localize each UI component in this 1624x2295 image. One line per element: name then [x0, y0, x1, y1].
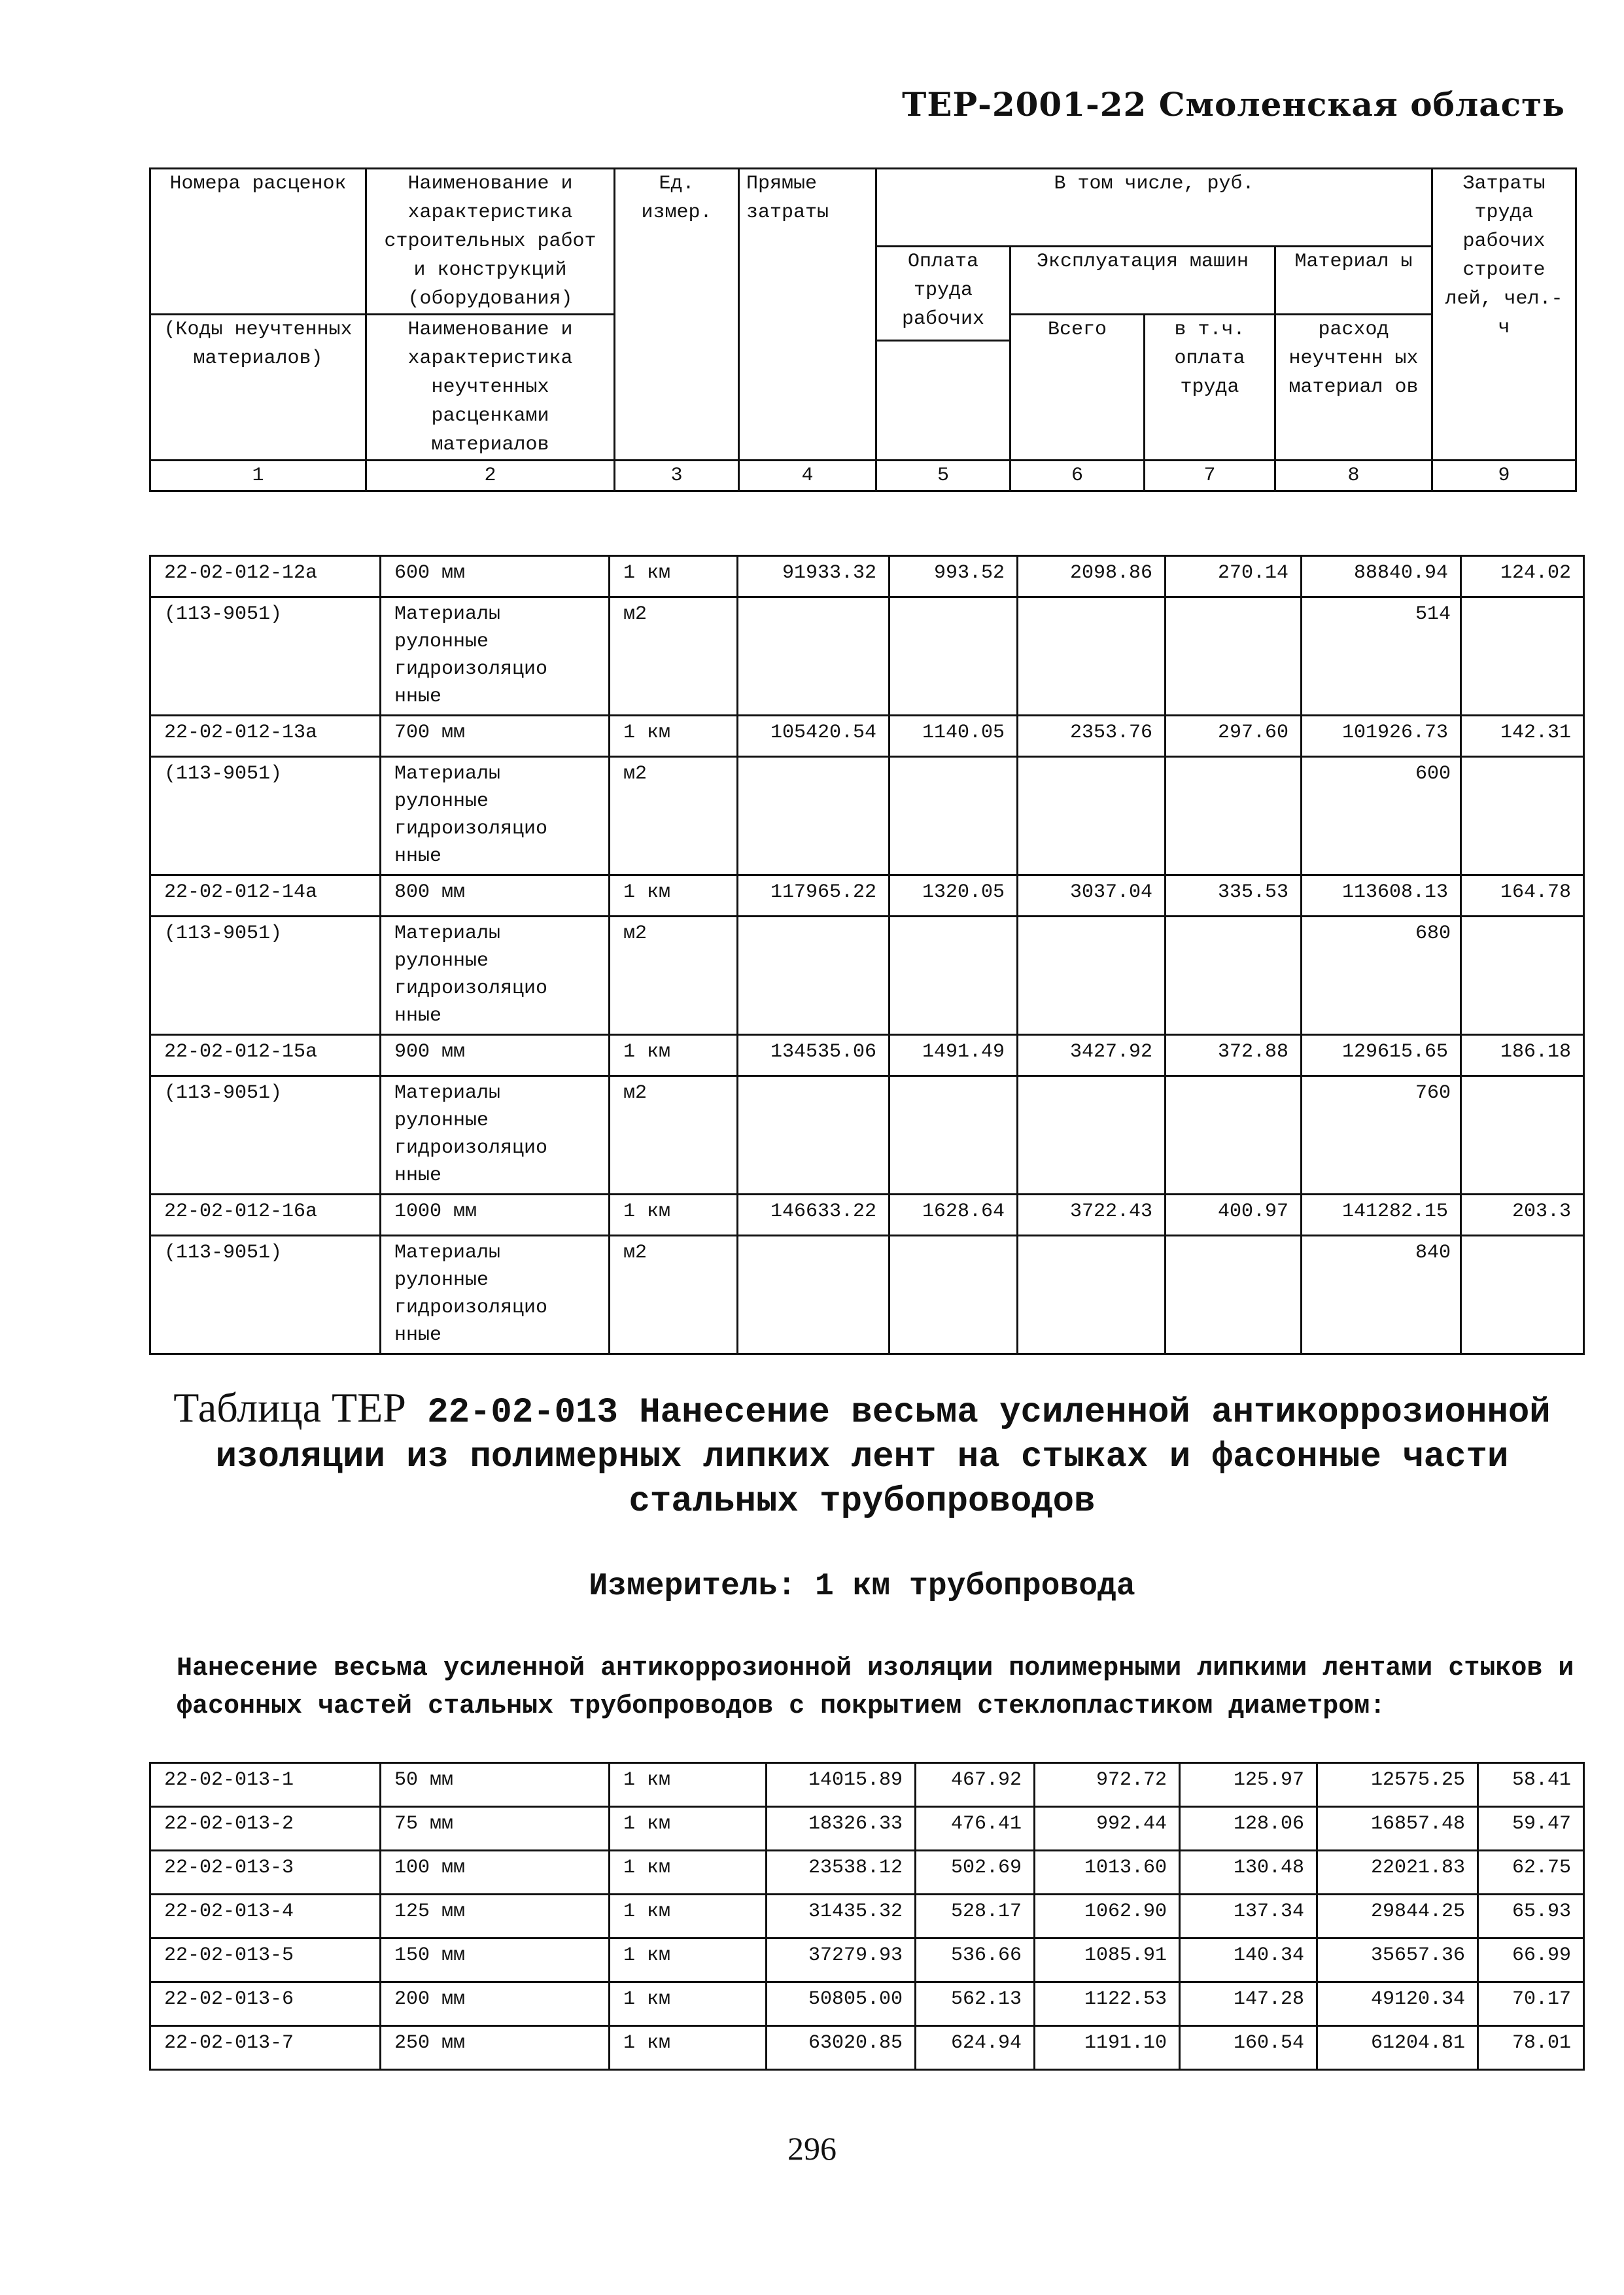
- labor-cost: 624.94: [916, 2026, 1035, 2070]
- empty-cell: [738, 1236, 890, 1354]
- empty-cell: [1166, 597, 1302, 716]
- rate-name: 900 мм: [381, 1035, 610, 1076]
- table-row: [150, 1982, 1584, 2026]
- empty-cell: [1461, 1236, 1584, 1354]
- empty-cell: [890, 1236, 1018, 1354]
- materials-cost: 29844.25: [1317, 1895, 1478, 1938]
- material-quantity: 514: [1302, 597, 1461, 716]
- material-row: [150, 757, 1584, 875]
- empty-cell: [1018, 757, 1166, 875]
- rate-unit: 1 км: [610, 1895, 767, 1938]
- column-header-table: [149, 167, 1577, 492]
- empty-cell: [1018, 1076, 1166, 1195]
- column-number: 4: [739, 461, 876, 491]
- materials-cost: 101926.73: [1302, 716, 1461, 757]
- machines-total: 3427.92: [1018, 1035, 1166, 1076]
- direct-costs: 91933.32: [738, 556, 890, 597]
- direct-costs: 134535.06: [738, 1035, 890, 1076]
- material-quantity: 600: [1302, 757, 1461, 875]
- empty-cell: [738, 917, 890, 1035]
- col-header-mat-code: (Коды неучтенных материалов): [150, 315, 366, 461]
- machines-total: 972.72: [1035, 1763, 1180, 1807]
- rate-code: 22-02-013-3: [150, 1851, 381, 1895]
- materials-cost: 141282.15: [1302, 1195, 1461, 1236]
- rate-code: 22-02-012-14a: [150, 875, 381, 917]
- materials-cost: 88840.94: [1302, 556, 1461, 597]
- empty-cell: [738, 1076, 890, 1195]
- measurement-unit: Измеритель: 1 км трубопровода: [589, 1569, 1135, 1604]
- empty-cell: [1166, 1236, 1302, 1354]
- labor-cost: 562.13: [916, 1982, 1035, 2026]
- empty-cell: [890, 917, 1018, 1035]
- empty-cell: [1018, 1236, 1166, 1354]
- materials-cost: 61204.81: [1317, 2026, 1478, 2070]
- table-row: [150, 1895, 1584, 1938]
- col-header-code: Номера расценок: [150, 169, 366, 315]
- col-header-incl: В том числе, руб.: [876, 169, 1432, 247]
- labor-cost: 536.66: [916, 1938, 1035, 1982]
- col-header-labor-cost: Оплата труда рабочих: [876, 247, 1011, 341]
- machines-total: 992.44: [1035, 1807, 1180, 1851]
- material-quantity: 680: [1302, 917, 1461, 1035]
- col-header-mat-consumption: расход неучтенн ых материал ов: [1275, 315, 1432, 461]
- direct-costs: 146633.22: [738, 1195, 890, 1236]
- materials-cost: 113608.13: [1302, 875, 1461, 917]
- materials-cost: 12575.25: [1317, 1763, 1478, 1807]
- rate-unit: 1 км: [610, 1982, 767, 2026]
- material-code: (113-9051): [150, 917, 381, 1035]
- table-title: [149, 1386, 1575, 1524]
- empty-cell: [1461, 757, 1584, 875]
- labor-hours: 70.17: [1478, 1982, 1584, 2026]
- rate-unit: 1 км: [610, 1807, 767, 1851]
- material-code: (113-9051): [150, 1076, 381, 1195]
- labor-cost: 993.52: [890, 556, 1018, 597]
- empty-cell: [1166, 917, 1302, 1035]
- labor-cost: 467.92: [916, 1763, 1035, 1807]
- machines-total: 1085.91: [1035, 1938, 1180, 1982]
- labor-hours: 142.31: [1461, 716, 1584, 757]
- rate-name: 150 мм: [381, 1938, 610, 1982]
- rate-unit: 1 км: [610, 875, 738, 917]
- labor-hours: 59.47: [1478, 1807, 1584, 1851]
- labor-hours: 203.3: [1461, 1195, 1584, 1236]
- machines-labor: 140.34: [1180, 1938, 1317, 1982]
- empty-cell: [1166, 1076, 1302, 1195]
- material-name: Материалы рулонные гидроизоляцио нные: [381, 1076, 610, 1195]
- labor-hours: 66.99: [1478, 1938, 1584, 1982]
- col-header-machines-labor: в т.ч. оплата труда: [1145, 315, 1275, 461]
- col-header-direct: Прямые затраты: [739, 169, 876, 461]
- machines-labor: 147.28: [1180, 1982, 1317, 2026]
- rate-code: 22-02-013-1: [150, 1763, 381, 1807]
- page-number: 296: [787, 2130, 837, 2167]
- empty-cell: [1166, 757, 1302, 875]
- direct-costs: 23538.12: [767, 1851, 916, 1895]
- column-number: 3: [615, 461, 739, 491]
- material-unit: м2: [610, 917, 738, 1035]
- table-row: [150, 1851, 1584, 1895]
- machines-labor: 128.06: [1180, 1807, 1317, 1851]
- table-row: [150, 1035, 1584, 1076]
- material-row: [150, 1236, 1584, 1354]
- rate-name: 125 мм: [381, 1895, 610, 1938]
- rate-name: 250 мм: [381, 2026, 610, 2070]
- material-quantity: 760: [1302, 1076, 1461, 1195]
- empty-cell: [890, 757, 1018, 875]
- rates-table-22-02-013: [149, 1762, 1585, 2071]
- rate-code: 22-02-013-6: [150, 1982, 381, 2026]
- rate-name: 700 мм: [381, 716, 610, 757]
- empty-cell: [1018, 597, 1166, 716]
- direct-costs: 18326.33: [767, 1807, 916, 1851]
- table-title-lead: Таблица ТЕР: [173, 1384, 406, 1431]
- table-title-text: 22-02-013 Нанесение весьма усиленной антикоррозионной изоляции из полимерных липких лент на стыках и фасонные части стальных трубопроводов: [215, 1393, 1551, 1522]
- labor-cost: 476.41: [916, 1807, 1035, 1851]
- rate-name: 800 мм: [381, 875, 610, 917]
- rate-code: 22-02-012-15a: [150, 1035, 381, 1076]
- empty-cell: [890, 1076, 1018, 1195]
- machines-labor: 130.48: [1180, 1851, 1317, 1895]
- group-description: Нанесение весьма усиленной антикоррозионной изоляции полимерными липкими лентами стыков и фасонных частей стальных трубопроводов с покрытием стеклопластиком диаметром:: [177, 1654, 1574, 1721]
- material-name: Материалы рулонные гидроизоляцио нные: [381, 597, 610, 716]
- labor-hours: 164.78: [1461, 875, 1584, 917]
- table-row: [150, 556, 1584, 597]
- machines-labor: 297.60: [1166, 716, 1302, 757]
- materials-cost: 129615.65: [1302, 1035, 1461, 1076]
- rate-name: 75 мм: [381, 1807, 610, 1851]
- labor-hours: 124.02: [1461, 556, 1584, 597]
- labor-cost: 1320.05: [890, 875, 1018, 917]
- material-unit: м2: [610, 757, 738, 875]
- material-name: Материалы рулонные гидроизоляцио нные: [381, 757, 610, 875]
- rate-code: 22-02-012-12a: [150, 556, 381, 597]
- direct-costs: 31435.32: [767, 1895, 916, 1938]
- material-name: Материалы рулонные гидроизоляцио нные: [381, 1236, 610, 1354]
- column-number: 9: [1432, 461, 1576, 491]
- rate-unit: 1 км: [610, 1938, 767, 1982]
- direct-costs: 105420.54: [738, 716, 890, 757]
- rate-name: 200 мм: [381, 1982, 610, 2026]
- rate-code: 22-02-013-5: [150, 1938, 381, 1982]
- rate-code: 22-02-012-16a: [150, 1195, 381, 1236]
- machines-total: 1122.53: [1035, 1982, 1180, 2026]
- table-row: [150, 1938, 1584, 1982]
- col-header-name: Наименование и характеристика строительных работ и конструкций (оборудования): [366, 169, 615, 315]
- machines-labor: 270.14: [1166, 556, 1302, 597]
- machines-labor: 160.54: [1180, 2026, 1317, 2070]
- machines-labor: 125.97: [1180, 1763, 1317, 1807]
- labor-cost: 1628.64: [890, 1195, 1018, 1236]
- labor-hours: 65.93: [1478, 1895, 1584, 1938]
- empty-cell: [738, 757, 890, 875]
- machines-labor: 137.34: [1180, 1895, 1317, 1938]
- direct-costs: 37279.93: [767, 1938, 916, 1982]
- material-unit: м2: [610, 597, 738, 716]
- col-header-machines: Эксплуатация машин: [1011, 247, 1275, 315]
- column-number: 6: [1011, 461, 1145, 491]
- materials-cost: 49120.34: [1317, 1982, 1478, 2026]
- empty-cell: [1461, 917, 1584, 1035]
- empty-cell: [738, 597, 890, 716]
- rate-unit: 1 км: [610, 1851, 767, 1895]
- materials-cost: 35657.36: [1317, 1938, 1478, 1982]
- col-header-unit: Ед. измер.: [615, 169, 739, 461]
- rate-code: 22-02-012-13a: [150, 716, 381, 757]
- col-header-machines-total: Всего: [1011, 315, 1145, 461]
- table-row: [150, 2026, 1584, 2070]
- materials-cost: 16857.48: [1317, 1807, 1478, 1851]
- machines-total: 1013.60: [1035, 1851, 1180, 1895]
- rate-name: 100 мм: [381, 1851, 610, 1895]
- column-number: 2: [366, 461, 615, 491]
- col-header-labor-hours: Затраты труда рабочих строите лей, чел.-ч: [1432, 169, 1576, 461]
- empty-cell: [1461, 1076, 1584, 1195]
- machines-labor: 335.53: [1166, 875, 1302, 917]
- column-number: 8: [1275, 461, 1432, 491]
- direct-costs: 117965.22: [738, 875, 890, 917]
- direct-costs: 50805.00: [767, 1982, 916, 2026]
- rate-unit: 1 км: [610, 1763, 767, 1807]
- machines-labor: 372.88: [1166, 1035, 1302, 1076]
- rates-table-22-02-012: [149, 555, 1585, 1355]
- materials-cost: 22021.83: [1317, 1851, 1478, 1895]
- column-number-row: [150, 461, 1576, 491]
- rate-name: 600 мм: [381, 556, 610, 597]
- machines-total: 3722.43: [1018, 1195, 1166, 1236]
- empty-cell: [1461, 597, 1584, 716]
- machines-total: 2098.86: [1018, 556, 1166, 597]
- rate-name: 50 мм: [381, 1763, 610, 1807]
- rate-code: 22-02-013-7: [150, 2026, 381, 2070]
- rate-unit: 1 км: [610, 716, 738, 757]
- running-header: ТЕР-2001-22 Смоленская область: [902, 85, 1565, 124]
- labor-hours: 186.18: [1461, 1035, 1584, 1076]
- labor-cost: 1491.49: [890, 1035, 1018, 1076]
- rate-unit: 1 км: [610, 1035, 738, 1076]
- material-code: (113-9051): [150, 1236, 381, 1354]
- machines-total: 1062.90: [1035, 1895, 1180, 1938]
- empty-cell: [1018, 917, 1166, 1035]
- machines-total: 1191.10: [1035, 2026, 1180, 2070]
- table-row: [150, 875, 1584, 917]
- column-number: 1: [150, 461, 366, 491]
- labor-cost: 502.69: [916, 1851, 1035, 1895]
- material-code: (113-9051): [150, 597, 381, 716]
- direct-costs: 14015.89: [767, 1763, 916, 1807]
- empty-cell: [890, 597, 1018, 716]
- material-unit: м2: [610, 1076, 738, 1195]
- rate-unit: 1 км: [610, 1195, 738, 1236]
- machines-total: 3037.04: [1018, 875, 1166, 917]
- direct-costs: 63020.85: [767, 2026, 916, 2070]
- rate-code: 22-02-013-2: [150, 1807, 381, 1851]
- material-name: Материалы рулонные гидроизоляцио нные: [381, 917, 610, 1035]
- column-number: 5: [876, 461, 1011, 491]
- table-row: [150, 1763, 1584, 1807]
- rate-code: 22-02-013-4: [150, 1895, 381, 1938]
- labor-hours: 58.41: [1478, 1763, 1584, 1807]
- col-header-mat-name: Наименование и характеристика неучтенных расценками материалов: [366, 315, 615, 461]
- material-unit: м2: [610, 1236, 738, 1354]
- machines-labor: 400.97: [1166, 1195, 1302, 1236]
- labor-hours: 62.75: [1478, 1851, 1584, 1895]
- table-row: [150, 1195, 1584, 1236]
- material-row: [150, 917, 1584, 1035]
- material-quantity: 840: [1302, 1236, 1461, 1354]
- labor-hours: 78.01: [1478, 2026, 1584, 2070]
- labor-cost: 1140.05: [890, 716, 1018, 757]
- material-code: (113-9051): [150, 757, 381, 875]
- col-header-labor-cost-blank: [876, 341, 1011, 461]
- column-number: 7: [1145, 461, 1275, 491]
- table-row: [150, 716, 1584, 757]
- material-row: [150, 1076, 1584, 1195]
- col-header-materials: Материал ы: [1275, 247, 1432, 315]
- labor-cost: 528.17: [916, 1895, 1035, 1938]
- material-row: [150, 597, 1584, 716]
- rate-name: 1000 мм: [381, 1195, 610, 1236]
- rate-unit: 1 км: [610, 2026, 767, 2070]
- table-row: [150, 1807, 1584, 1851]
- machines-total: 2353.76: [1018, 716, 1166, 757]
- rate-unit: 1 км: [610, 556, 738, 597]
